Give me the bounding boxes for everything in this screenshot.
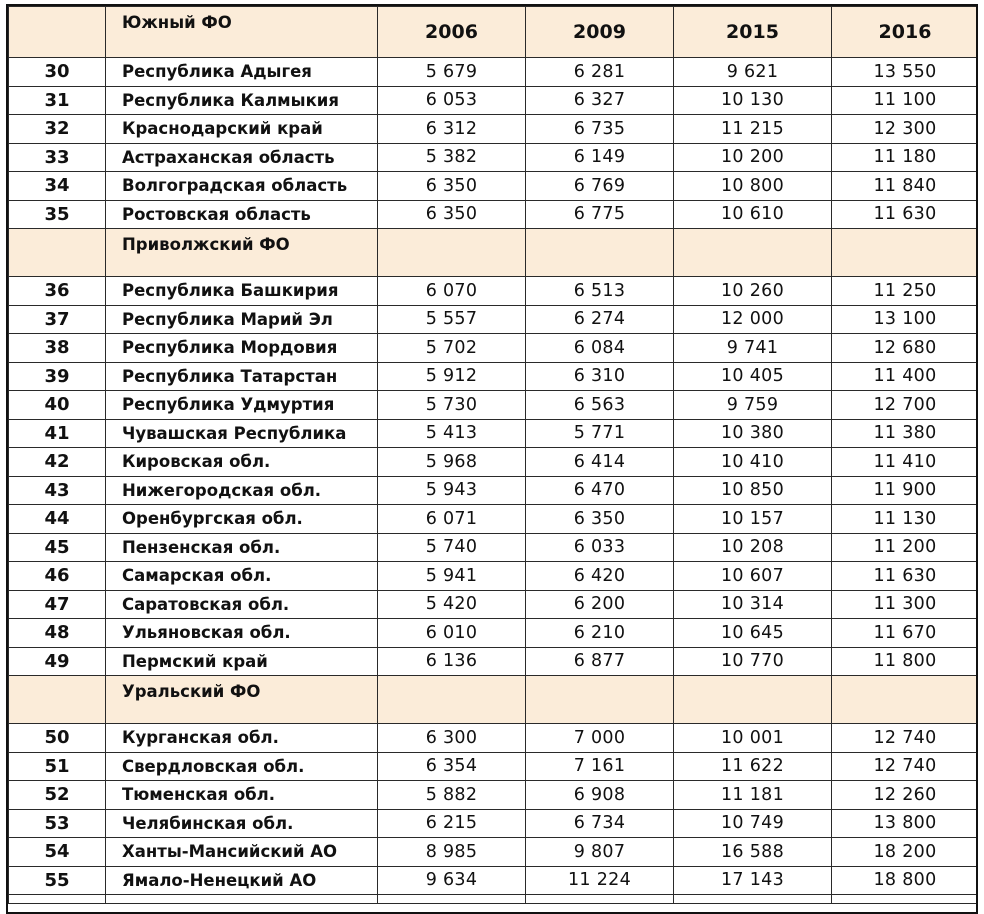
table-row [9,277,979,306]
section-num-cell [9,676,106,724]
salary-value-2006: 6 350 [378,172,526,201]
row-number: 35 [9,200,106,229]
salary-value-2016: 12 300 [832,115,979,144]
salary-value-2006: 5 968 [378,448,526,477]
header-row [9,7,979,58]
salary-value-2006: 6 350 [378,200,526,229]
salary-value-2016: 11 630 [832,200,979,229]
row-number: 44 [9,505,106,534]
region-name: Пермский край [106,647,378,676]
salary-value-2015: 10 607 [674,562,832,591]
salary-value-2009: 7 161 [526,752,674,781]
row-number: 50 [9,724,106,753]
salary-value-2016: 11 670 [832,619,979,648]
salary-value-2009: 6 420 [526,562,674,591]
row-number: 55 [9,866,106,895]
salary-value-2016: 18 800 [832,866,979,895]
salary-value-2006: 9 634 [378,866,526,895]
table-row [9,305,979,334]
region-name: Самарская обл. [106,562,378,591]
salary-value-2009: 5 771 [526,419,674,448]
region-name: Оренбургская обл. [106,505,378,534]
table-row [9,448,979,477]
table-row [9,505,979,534]
table-row [9,866,979,895]
region-name: Ростовская область [106,200,378,229]
region-name: Пензенская обл. [106,533,378,562]
row-number: 39 [9,362,106,391]
row-number: 31 [9,86,106,115]
salary-value-2015: 10 200 [674,143,832,172]
row-number: 45 [9,533,106,562]
row-number: 36 [9,277,106,306]
truncated-cell [106,895,378,904]
region-name: Республика Марий Эл [106,305,378,334]
region-name: Республика Татарстан [106,362,378,391]
salary-value-2009: 6 735 [526,115,674,144]
salary-value-2015: 11 622 [674,752,832,781]
truncated-row [9,895,979,904]
salary-value-2009: 6 470 [526,476,674,505]
row-number: 34 [9,172,106,201]
salary-value-2006: 6 136 [378,647,526,676]
salary-value-2016: 11 180 [832,143,979,172]
row-number: 38 [9,334,106,363]
region-name: Саратовская обл. [106,590,378,619]
salary-value-2015: 10 610 [674,200,832,229]
row-number: 51 [9,752,106,781]
truncated-cell [832,895,979,904]
salary-value-2015: 11 181 [674,781,832,810]
salary-value-2009: 6 908 [526,781,674,810]
table-row [9,562,979,591]
section-title: Уральский ФО [106,676,378,724]
section-empty-cell [832,676,979,724]
salary-value-2009: 6 033 [526,533,674,562]
truncated-cell [378,895,526,904]
row-number: 52 [9,781,106,810]
salary-value-2015: 10 749 [674,809,832,838]
salary-value-2016: 12 700 [832,391,979,420]
column-header-2006: 2006 [378,7,526,58]
salary-value-2015: 10 770 [674,647,832,676]
region-name: Нижегородская обл. [106,476,378,505]
table-row [9,391,979,420]
salary-value-2009: 6 149 [526,143,674,172]
salary-value-2015: 16 588 [674,838,832,867]
salary-value-2006: 5 882 [378,781,526,810]
table-row [9,752,979,781]
table-row [9,172,979,201]
salary-value-2006: 6 070 [378,277,526,306]
salary-value-2009: 6 310 [526,362,674,391]
table-body [9,7,979,904]
row-number: 30 [9,58,106,87]
salary-value-2015: 10 001 [674,724,832,753]
section-empty-cell [674,676,832,724]
region-name: Челябинская обл. [106,809,378,838]
salary-table-panel [6,4,978,914]
salary-value-2009: 6 877 [526,647,674,676]
region-name: Республика Мордовия [106,334,378,363]
salary-value-2009: 9 807 [526,838,674,867]
salary-value-2006: 6 053 [378,86,526,115]
salary-value-2015: 10 130 [674,86,832,115]
salary-value-2015: 9 621 [674,58,832,87]
salary-value-2006: 5 912 [378,362,526,391]
salary-value-2015: 10 410 [674,448,832,477]
region-name: Республика Адыгея [106,58,378,87]
salary-value-2016: 13 100 [832,305,979,334]
region-name: Чувашская Республика [106,419,378,448]
row-number: 49 [9,647,106,676]
row-number: 37 [9,305,106,334]
row-number: 47 [9,590,106,619]
section-header-row [9,229,979,277]
salary-value-2016: 11 410 [832,448,979,477]
table-row [9,533,979,562]
header-num-cell [9,7,106,58]
column-header-2016: 2016 [832,7,979,58]
salary-value-2006: 5 941 [378,562,526,591]
salary-value-2016: 13 800 [832,809,979,838]
region-name: Астраханская область [106,143,378,172]
salary-value-2015: 10 260 [674,277,832,306]
region-name: Тюменская обл. [106,781,378,810]
salary-value-2016: 11 400 [832,362,979,391]
salary-value-2016: 11 250 [832,277,979,306]
table-row [9,419,979,448]
salary-value-2009: 6 513 [526,277,674,306]
salary-value-2016: 18 200 [832,838,979,867]
salary-value-2016: 13 550 [832,58,979,87]
salary-value-2015: 10 314 [674,590,832,619]
salary-value-2016: 11 900 [832,476,979,505]
salary-value-2009: 6 563 [526,391,674,420]
salary-value-2016: 11 100 [832,86,979,115]
section-num-cell [9,229,106,277]
salary-value-2006: 6 312 [378,115,526,144]
column-header-2009: 2009 [526,7,674,58]
salary-value-2009: 6 734 [526,809,674,838]
salary-value-2009: 7 000 [526,724,674,753]
salary-value-2006: 5 702 [378,334,526,363]
salary-value-2009: 11 224 [526,866,674,895]
salary-value-2009: 6 210 [526,619,674,648]
section-empty-cell [378,676,526,724]
salary-value-2009: 6 414 [526,448,674,477]
salary-value-2016: 11 380 [832,419,979,448]
table-row [9,362,979,391]
region-name: Свердловская обл. [106,752,378,781]
section-title: Южный ФО [106,7,378,58]
region-name: Курганская обл. [106,724,378,753]
salary-value-2015: 12 000 [674,305,832,334]
region-name: Волгоградская область [106,172,378,201]
salary-value-2015: 10 208 [674,533,832,562]
row-number: 40 [9,391,106,420]
region-name: Республика Башкирия [106,277,378,306]
salary-value-2009: 6 327 [526,86,674,115]
salary-value-2006: 5 413 [378,419,526,448]
salary-value-2015: 11 215 [674,115,832,144]
row-number: 54 [9,838,106,867]
salary-value-2009: 6 281 [526,58,674,87]
salary-value-2015: 10 380 [674,419,832,448]
region-name: Республика Калмыкия [106,86,378,115]
salary-value-2016: 11 300 [832,590,979,619]
salary-value-2015: 9 759 [674,391,832,420]
row-number: 33 [9,143,106,172]
table-row [9,781,979,810]
salary-value-2009: 6 200 [526,590,674,619]
row-number: 43 [9,476,106,505]
section-empty-cell [526,229,674,277]
salary-value-2006: 6 010 [378,619,526,648]
salary-value-2015: 9 741 [674,334,832,363]
salary-value-2006: 8 985 [378,838,526,867]
table-row [9,334,979,363]
salary-value-2016: 12 260 [832,781,979,810]
salary-value-2009: 6 350 [526,505,674,534]
section-header-row [9,676,979,724]
table-row [9,115,979,144]
table-row [9,476,979,505]
row-number: 46 [9,562,106,591]
table-row [9,838,979,867]
row-number: 42 [9,448,106,477]
salary-value-2006: 5 382 [378,143,526,172]
salary-value-2015: 10 405 [674,362,832,391]
salary-value-2015: 10 645 [674,619,832,648]
salary-value-2006: 5 740 [378,533,526,562]
section-empty-cell [674,229,832,277]
table-row [9,619,979,648]
salary-value-2006: 5 420 [378,590,526,619]
salary-value-2015: 10 157 [674,505,832,534]
salary-value-2006: 5 730 [378,391,526,420]
row-number: 48 [9,619,106,648]
salary-value-2006: 5 679 [378,58,526,87]
salary-value-2016: 11 800 [832,647,979,676]
column-header-2015: 2015 [674,7,832,58]
salary-value-2016: 11 840 [832,172,979,201]
truncated-cell [526,895,674,904]
region-name: Кировская обл. [106,448,378,477]
salary-value-2016: 11 200 [832,533,979,562]
salary-value-2009: 6 084 [526,334,674,363]
salary-value-2006: 6 300 [378,724,526,753]
salary-value-2016: 11 630 [832,562,979,591]
row-number: 32 [9,115,106,144]
row-number: 41 [9,419,106,448]
salary-value-2016: 12 680 [832,334,979,363]
salary-value-2006: 6 071 [378,505,526,534]
salary-value-2006: 6 215 [378,809,526,838]
section-empty-cell [832,229,979,277]
region-name: Ханты-Мансийский АО [106,838,378,867]
table-row [9,809,979,838]
region-name: Республика Удмуртия [106,391,378,420]
region-name: Ямало-Ненецкий АО [106,866,378,895]
salary-value-2009: 6 775 [526,200,674,229]
section-empty-cell [378,229,526,277]
table-row [9,590,979,619]
section-empty-cell [526,676,674,724]
salary-value-2015: 10 850 [674,476,832,505]
salary-value-2015: 10 800 [674,172,832,201]
salary-value-2016: 12 740 [832,752,979,781]
salary-value-2016: 11 130 [832,505,979,534]
row-number: 53 [9,809,106,838]
salary-value-2015: 17 143 [674,866,832,895]
salary-value-2009: 6 769 [526,172,674,201]
section-title: Приволжский ФО [106,229,378,277]
salary-value-2016: 12 740 [832,724,979,753]
salary-value-2006: 5 943 [378,476,526,505]
region-name: Краснодарский край [106,115,378,144]
salary-value-2006: 5 557 [378,305,526,334]
table-row [9,58,979,87]
salary-value-2009: 6 274 [526,305,674,334]
regional-salary-table [8,6,978,904]
salary-value-2006: 6 354 [378,752,526,781]
table-row [9,724,979,753]
truncated-cell [674,895,832,904]
table-row [9,200,979,229]
region-name: Ульяновская обл. [106,619,378,648]
table-row [9,647,979,676]
table-row [9,143,979,172]
truncated-cell [9,895,106,904]
table-row [9,86,979,115]
